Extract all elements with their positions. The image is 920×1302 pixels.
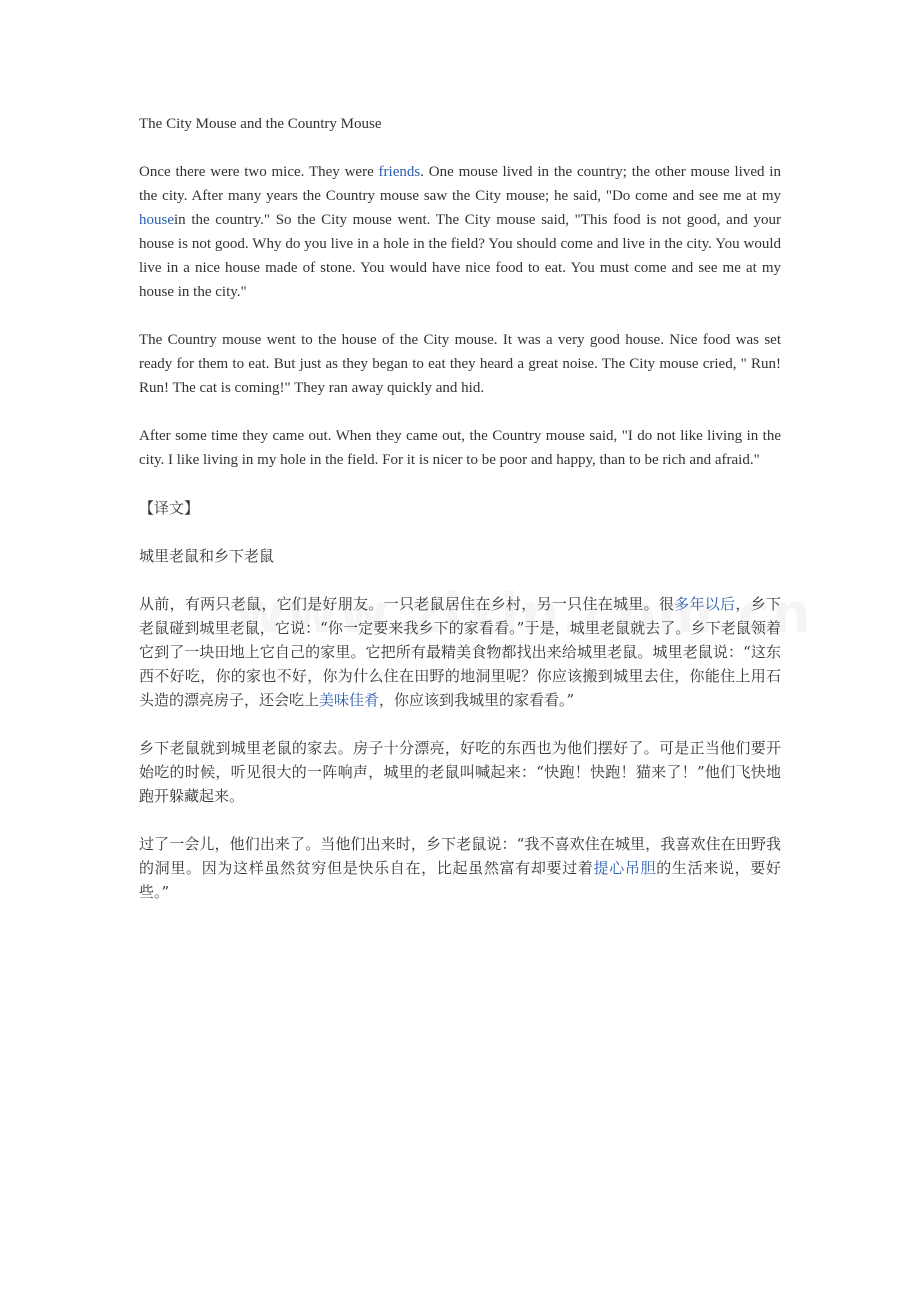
text-span: in the country." So the City mouse went. The City mouse said, "This food is not good, and your house is not good. Why do you live in a hole in the field? You should come and live in the city. You would live in a nice house made of stone. You would have nice food to eat. You must come and see me at my house in the city." — [139, 212, 781, 300]
english-title: The City Mouse and the Country Mouse — [139, 116, 382, 132]
document-body — [139, 112, 781, 928]
text-span: Once there were two mice. They were — [139, 164, 379, 180]
english-paragraph-2: The Country mouse went to the house of the City mouse. It was a very good house. Nice food was set ready for them to eat. But just as they began to eat they heard a great noise. The City mouse cried, " Run! Run! The cat is coming!" They ran away quickly and hid. — [139, 332, 781, 396]
text-span: ，你应该到我城里的家看看。” — [379, 691, 575, 709]
link-friends[interactable]: friends — [378, 164, 421, 180]
translation-heading: 【译文】 — [139, 499, 200, 517]
link-delicacies[interactable]: 美味佳肴 — [319, 691, 380, 709]
chinese-paragraph-3 — [139, 832, 781, 904]
chinese-paragraph-1 — [139, 592, 781, 712]
chinese-title: 城里老鼠和乡下老鼠 — [139, 547, 275, 565]
link-house[interactable]: house — [139, 212, 174, 228]
text-span: 过了一会儿，他们出来了。当他们出来时，乡下老鼠说：“我不喜欢住在城里，我喜欢住在田野我的洞里。因为这样虽然贫穷但是快乐自在，比起虽然富有却要过着 — [139, 835, 781, 877]
chinese-paragraph-2: 乡下老鼠就到城里老鼠的家去。房子十分漂亮，好吃的东西也为他们摆好了。可是正当他们要开始吃的时候，听见很大的一阵响声，城里的老鼠叫喊起来：“快跑！快跑！猫来了！”他们飞快地跑开躲藏起来。 — [139, 739, 781, 805]
english-paragraph-1 — [139, 160, 781, 304]
link-many-years-later[interactable]: 多年以后 — [674, 595, 736, 613]
text-span: . One mouse lived in the country; the other mouse lived in the city. After many years the Country mouse saw the City mouse; he said, "Do come and see me at my — [139, 164, 781, 204]
english-paragraph-3: After some time they came out. When they came out, the Country mouse said, "I do not like living in the city. I like living in my hole in the field. For it is nicer to be poor and happy, than to be rich and afraid." — [139, 428, 781, 468]
text-span: ，乡下老鼠碰到城里老鼠，它说：“你一定要来我乡下的家看看。”于是，城里老鼠就去了。乡下老鼠领着它到了一块田地上它自己的家里。它把所有最精美食物都找出来给城里老鼠。城里老鼠说：“这东西不好吃，你的家也不好，你为什么住在田野的地洞里呢？你应该搬到城里去住，你能住上用石头造的漂亮房子，还会吃上 — [139, 595, 781, 709]
link-anxious[interactable]: 提心吊胆 — [593, 859, 657, 877]
text-span: 的生活来说，要好些。” — [139, 859, 781, 901]
text-span: 从前，有两只老鼠，它们是好朋友。一只老鼠居住在乡村，另一只住在城里。很 — [139, 595, 675, 613]
